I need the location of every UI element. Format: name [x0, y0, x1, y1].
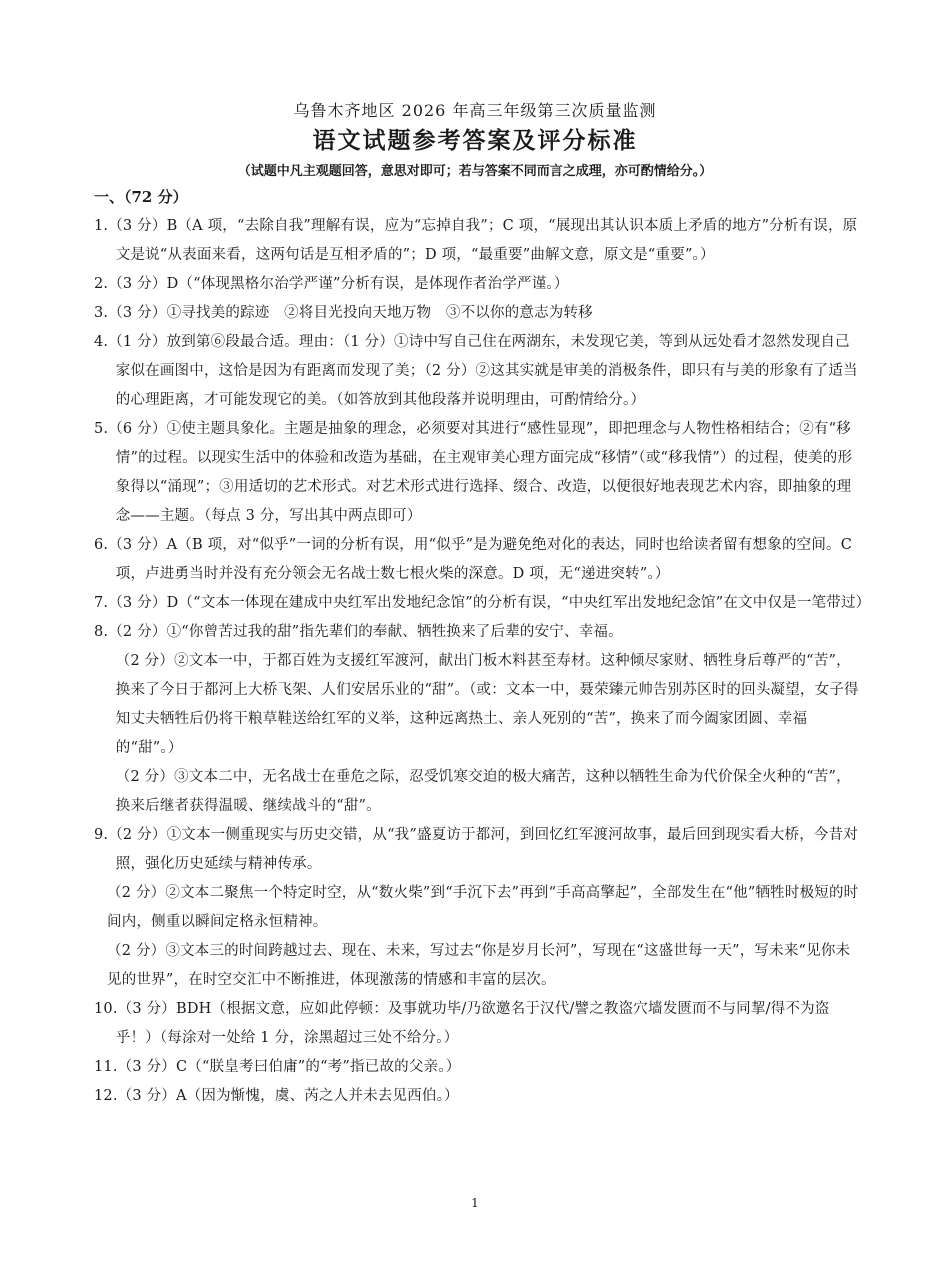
- answer-item-4: 4.（1 分）放到第⑥段最合适。理由：（1 分）①诗中写自己住在两湖东，未发现它美，等到从远处看才忽然发现自己家似在画图中，这恰是因为有距离而发现了美；（2 分）②这其实就是审美的消极条件，即只有与美的形象有了适当的心理距离，才可能发现它的美。（如答放到其他段落并说明理由，可酌情给分。）: [94, 334, 858, 408]
- answer-item-9-part-2: （2 分）②文本二聚焦一个特定时空，从“数火柴”到“手沉下去”再到“手高高擎起”，全部发生在“他”牺牲时极短的时间内，侧重以瞬间定格永恒精神。: [107, 885, 859, 930]
- answer-item-6: 6.（3 分）A（B 项，对“似乎”一词的分析有误，用“似乎”是为避免绝对化的表达，同时也给读者留有想象的空间。C 项，卢进勇当时并没有充分领会无名战士数七根火柴的深意。D 项，无“递进突转”。）: [94, 537, 853, 582]
- grading-note: （试题中凡主观题回答，意思对即可；若与答案不同而言之成理，亦可酌情给分。）: [237, 164, 713, 179]
- answer-item-8-part-3: （2 分）③文本二中，无名战士在垂危之际，忍受饥寒交迫的极大痛苦，这种以牺牲生命为代价保全火种的“苦”，换来后继者获得温暖、继续战斗的“甜”。: [115, 769, 851, 814]
- answer-item-9-part-3: （2 分）③文本三的时间跨越过去、现在、未来，写过去“你是岁月长河”，写现在“这盛世每一天”，写未来“见你未见的世界”，在时空交汇中不断推进，体现激荡的情感和丰富的层次。: [107, 943, 851, 988]
- section-heading: 一、（72 分）: [94, 188, 188, 206]
- answer-item-5: 5.（6 分）①使主题具象化。主题是抽象的理念，必须要对其进行“感性显现”，即把理念与人物性格相结合；②有“移情”的过程。以现实生活中的体验和改造为基础，在主观审美心理方面完成“移情”（或“移我情”）的过程，使美的形象得以“涌现”；③用适切的艺术形式。对艺术形式进行选择、缀合、改造，以便很好地表现艺术内容，即抽象的理念——主题。（每点 3 分，写出其中两点即可）: [94, 421, 853, 524]
- answer-item-11: 11.（3 分）C（“朕皇考曰伯庸”的“考”指已故的父亲。）: [94, 1059, 461, 1075]
- answer-item-8: 8.（2 分）①“你曾苦过我的甜”指先辈们的奉献、牺牲换来了后辈的安宁、幸福。: [94, 624, 623, 640]
- answer-list: [94, 212, 871, 1111]
- answer-item-12: 12.（3 分）A（因为惭愧，虞、芮之人并未去见西伯。）: [94, 1088, 459, 1104]
- answer-item-7: 7.（3 分）D（“文本一体现在建成中央红军出发地纪念馆”的分析有误，“中央红军出发地纪念馆”在文中仅是一笔带过）: [94, 595, 871, 611]
- answer-item-10: 10.（3 分）BDH（根据文意，应如此停顿：及事就功毕/乃欲邀名于汉代/譬之教盗穴墙发匮而不与同挈/得不为盗乎！）（每涂对一处给 1 分，涂黑超过三处不给分。）: [94, 1001, 830, 1046]
- answer-item-8-part-2: （2 分）②文本一中，于都百姓为支援红军渡河，献出门板木料甚至寿材。这种倾尽家财、牺牲身后尊严的“苦”，换来了今日于都河上大桥飞架、人们安居乐业的“甜”。（或：文本一中，聂荣臻元帅告别苏区时的回头凝望，女子得知丈夫牺牲后仍将干粮草鞋送给红军的义举，这种远离热土、亲人死别的“苦”，换来了而今阖家团圆、幸福的“甜”。）: [115, 653, 859, 756]
- exam-subtitle: 乌鲁木齐地区 2026 年高三年级第三次质量监测: [293, 101, 657, 120]
- page-title: 语文试题参考答案及评分标准: [312, 127, 638, 154]
- answer-item-1: 1.（3 分）B（A 项，“去除自我”理解有误，应为“忘掉自我”；C 项，“展现出其认识本质上矛盾的地方”分析有误，原文是说“从表面来看，这两句话是互相矛盾的”；D 项，“最重要”曲解文意，原文是“重要”。）: [94, 218, 858, 263]
- answer-item-9: 9.（2 分）①文本一侧重现实与历史交错，从“我”盛夏访于都河，到回忆红军渡河故事，最后回到现实看大桥，今昔对照，强化历史延续与精神传承。: [94, 827, 858, 872]
- page-number: 1: [471, 1196, 479, 1210]
- answer-item-2: 2.（3 分）D（“体现黑格尔治学严谨”分析有误，是体现作者治学严谨。）: [94, 276, 569, 292]
- answer-item-3: 3.（3 分）①寻找美的踪迹 ②将目光投向天地万物 ③不以你的意志为转移: [94, 305, 593, 321]
